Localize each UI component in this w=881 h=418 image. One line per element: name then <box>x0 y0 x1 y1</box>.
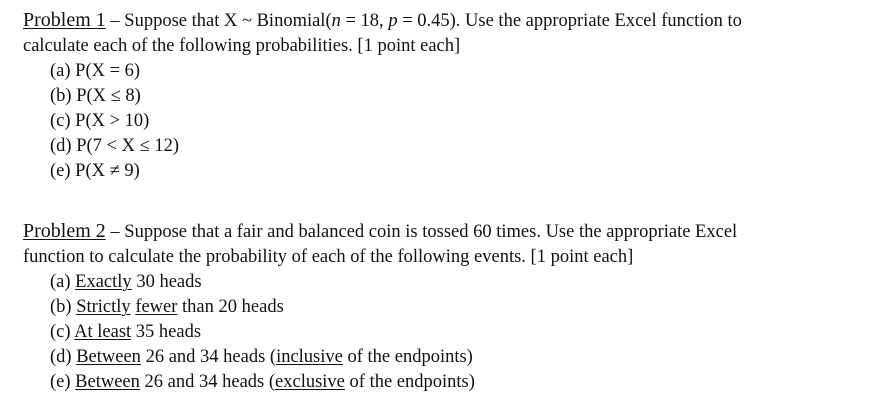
problem-2-intro-line-2: function to calculate the probability of each of the following events. [1 point each] <box>23 247 634 267</box>
problem-2-item-d <box>50 345 873 370</box>
problem-2-item-a <box>50 270 873 295</box>
p-value-text: = 0.45). Use the appropriate Excel function to <box>397 11 742 31</box>
underlined-word: At least <box>74 322 132 342</box>
problem-1-item-b: (b) P(X ≤ 8) <box>50 86 141 106</box>
item-prefix: (a) <box>50 272 76 292</box>
problem-2-item-b <box>50 295 873 320</box>
underlined-word: fewer <box>135 297 178 317</box>
problem-2 <box>23 219 873 395</box>
item-prefix: (b) <box>50 297 77 317</box>
problem-1-intro-line-1 <box>23 8 873 34</box>
problem-2-intro-line-1 <box>23 219 873 245</box>
problem-1-item-c: (c) P(X > 10) <box>50 111 150 131</box>
n-value: = 18, <box>340 11 389 31</box>
underlined-word: Between <box>75 372 140 392</box>
underlined-word: exclusive <box>275 372 345 392</box>
problem-2-item-c <box>50 320 873 345</box>
item-text: of the endpoints) <box>342 347 473 367</box>
problem-1-heading: Problem 1 <box>23 9 106 31</box>
problem-1 <box>23 8 873 184</box>
problem-2-heading: Problem 2 <box>23 220 106 242</box>
item-text: 35 heads <box>131 322 202 342</box>
p-variable: p <box>388 11 398 31</box>
problem-1-intro-text: – Suppose that X ~ Binomial( <box>105 11 332 31</box>
problem-2-items <box>50 270 873 395</box>
item-prefix: (d) <box>50 347 77 367</box>
item-text: 26 and 34 heads ( <box>140 347 277 367</box>
problem-2-item-e <box>50 370 873 395</box>
underlined-word: Exactly <box>75 272 132 292</box>
problem-1-intro-line-2: calculate each of the following probabilities. [1 point each] <box>23 36 461 56</box>
problem-1-items <box>50 59 873 184</box>
item-text: 30 heads <box>131 272 202 292</box>
item-text: 26 and 34 heads ( <box>139 372 276 392</box>
problem-1-item-e: (e) P(X ≠ 9) <box>50 161 140 181</box>
item-prefix: (e) <box>50 372 76 392</box>
problem-1-item-d: (d) P(7 < X ≤ 12) <box>50 136 180 156</box>
underlined-word: Between <box>76 347 141 367</box>
item-text: than 20 heads <box>177 297 284 317</box>
problem-2-intro-text: – Suppose that a fair and balanced coin is tossed 60 times. Use the appropriate Excel <box>105 222 738 242</box>
item-prefix: (c) <box>50 322 75 342</box>
n-variable: n <box>331 11 341 31</box>
item-text: of the endpoints) <box>344 372 475 392</box>
underlined-word: inclusive <box>276 347 343 367</box>
underlined-word: Strictly <box>76 297 131 317</box>
problem-1-item-a: (a) P(X = 6) <box>50 61 141 81</box>
